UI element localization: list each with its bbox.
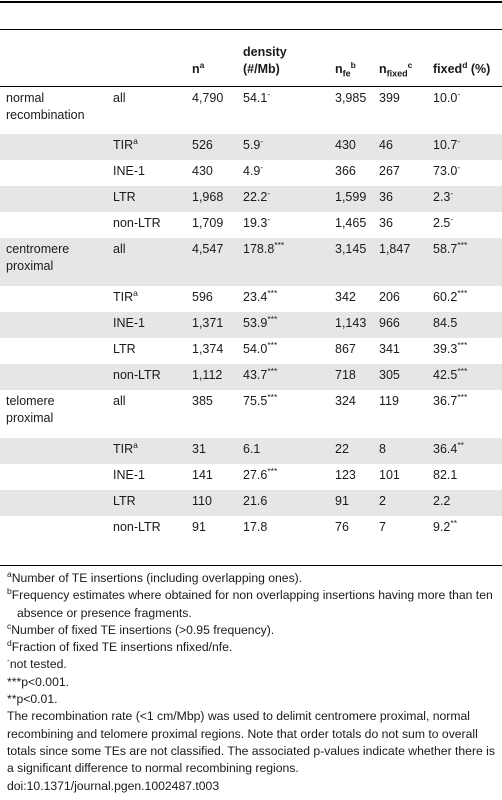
row-category: telomere proximal bbox=[6, 394, 55, 425]
footnote-p01: **p<0.01. bbox=[7, 692, 58, 707]
cell-nfixed: 305 bbox=[373, 364, 427, 390]
row-subclass: non-LTR bbox=[113, 520, 161, 534]
cell-density: 22.2- bbox=[237, 186, 329, 212]
table-row bbox=[0, 490, 502, 516]
table-row bbox=[0, 438, 502, 464]
footnote-c: $^c$Number of fixed TE insertions (>0.95 frequency). bbox=[7, 620, 275, 637]
cell-n: 31 bbox=[186, 438, 237, 464]
cell-density: 27.6*** bbox=[243, 465, 278, 482]
cell-density: 53.9*** bbox=[237, 312, 329, 338]
cell-n: 91 bbox=[192, 520, 206, 534]
cell-n: 141 bbox=[192, 468, 213, 482]
footnote-a: $^a$Number of TE insertions (including overlapping ones). bbox=[7, 568, 303, 585]
cell-nfe: 366 bbox=[335, 164, 356, 178]
row-subclass: non-LTR bbox=[113, 216, 161, 230]
cell-nfixed: 267 bbox=[379, 164, 400, 178]
footnote-p001: ***p<0.001. bbox=[7, 674, 70, 689]
cell-n: 1,112 bbox=[186, 364, 237, 390]
cell-n: 526 bbox=[186, 134, 237, 160]
cell-n: 1,709 bbox=[192, 216, 224, 230]
cell-n: 385 bbox=[192, 394, 213, 408]
cell-fixed: 36.7*** bbox=[433, 391, 468, 408]
table-body bbox=[0, 86, 502, 542]
cell-density: 54.1- bbox=[243, 88, 271, 105]
cell-n: 1,374 bbox=[192, 342, 224, 356]
row-category bbox=[0, 338, 107, 364]
cell-fixed: 42.5*** bbox=[427, 364, 502, 390]
cell-nfixed: 1,847 bbox=[373, 238, 427, 286]
row-category bbox=[0, 286, 107, 312]
cell-n: 110 bbox=[186, 490, 237, 516]
table-row bbox=[0, 238, 502, 286]
footnote-paragraph: The recombination rate (<1 cm/Mbp) was used to delimit centromere proximal, normal recombining and telomere proximal regions. Note that order totals do not sum to overall totals since some TEs are not classified. The associated p-values indicate whether there is a significant difference to normal recombining regions. bbox=[7, 709, 495, 776]
cell-nfixed: 2 bbox=[373, 490, 427, 516]
cell-fixed: 60.2*** bbox=[433, 287, 468, 304]
table-footnotes bbox=[7, 570, 499, 795]
table-row bbox=[0, 212, 502, 238]
row-subclass: all bbox=[113, 394, 126, 408]
header-nfe: $n_{fe}^b$ bbox=[335, 59, 356, 78]
cell-fixed: 39.3*** bbox=[433, 339, 468, 356]
cell-n: 4,547 bbox=[186, 238, 237, 286]
cell-nfe: 91 bbox=[329, 490, 373, 516]
table-row bbox=[0, 186, 502, 212]
cell-nfe: 3,145 bbox=[329, 238, 373, 286]
cell-n: 430 bbox=[192, 164, 213, 178]
cell-density: 43.7*** bbox=[237, 364, 329, 390]
te-insertion-table bbox=[0, 30, 502, 542]
cell-density: 54.0*** bbox=[243, 339, 278, 356]
table-caption-band bbox=[0, 3, 502, 29]
header-category bbox=[0, 30, 107, 86]
table-row bbox=[0, 286, 502, 312]
table-header bbox=[0, 30, 502, 86]
cell-nfe: 1,143 bbox=[329, 312, 373, 338]
row-subclass: LTR bbox=[107, 186, 186, 212]
row-category bbox=[0, 438, 107, 464]
cell-density: 178.8*** bbox=[237, 238, 329, 286]
table-row bbox=[0, 364, 502, 390]
cell-fixed: 9.2** bbox=[433, 517, 458, 534]
cell-nfe: 718 bbox=[329, 364, 373, 390]
cell-nfe: 867 bbox=[335, 342, 356, 356]
cell-fixed: 2.3- bbox=[427, 186, 502, 212]
row-subclass: non-LTR bbox=[107, 364, 186, 390]
cell-density: 6.1 bbox=[237, 438, 329, 464]
cell-density: 75.5*** bbox=[243, 391, 278, 408]
row-category bbox=[0, 464, 107, 490]
cell-n: 1,371 bbox=[186, 312, 237, 338]
table-row bbox=[0, 134, 502, 160]
cell-density: 19.3- bbox=[243, 213, 271, 230]
row-subclass: all bbox=[107, 238, 186, 286]
table-row bbox=[0, 390, 502, 438]
row-subclass: all bbox=[113, 90, 126, 105]
row-subclass: INE-1 bbox=[113, 468, 145, 482]
row-subclass: INE-1 bbox=[113, 164, 145, 178]
row-category bbox=[0, 186, 107, 212]
cell-nfixed: 341 bbox=[379, 342, 400, 356]
header-n: $n^a$ bbox=[192, 59, 205, 76]
cell-nfe: 430 bbox=[329, 134, 373, 160]
table-row bbox=[0, 464, 502, 490]
row-category bbox=[0, 364, 107, 390]
cell-nfe: 324 bbox=[335, 394, 356, 408]
cell-nfixed: 119 bbox=[379, 394, 399, 408]
row-category bbox=[0, 490, 107, 516]
cell-density: 21.6 bbox=[237, 490, 329, 516]
cell-density: 4.9- bbox=[243, 161, 264, 178]
cell-nfixed: 36 bbox=[373, 186, 427, 212]
cell-fixed: 2.5- bbox=[433, 213, 454, 230]
cell-fixed: 36.4** bbox=[427, 438, 502, 464]
cell-nfixed: 966 bbox=[373, 312, 427, 338]
row-subclass: TIR$^a$ bbox=[113, 287, 138, 304]
table-row bbox=[0, 516, 502, 542]
cell-fixed: 10.7- bbox=[427, 134, 502, 160]
cell-n: 596 bbox=[192, 290, 213, 304]
cell-nfe: 1,465 bbox=[335, 216, 367, 230]
row-category: normal recombination bbox=[6, 90, 85, 122]
cell-nfixed: 206 bbox=[379, 290, 400, 304]
table-row bbox=[0, 338, 502, 364]
footnote-not-tested: -not tested. bbox=[7, 655, 67, 672]
row-category bbox=[0, 160, 107, 186]
cell-density: 5.9- bbox=[237, 134, 329, 160]
table-bottom-rule bbox=[0, 565, 502, 566]
header-nfixed: $n_{fixed}^c$ bbox=[379, 59, 413, 78]
cell-fixed: 84.5 bbox=[427, 312, 502, 338]
cell-nfixed: 8 bbox=[373, 438, 427, 464]
table-row bbox=[0, 86, 502, 134]
cell-density: 17.8 bbox=[243, 520, 268, 534]
cell-fixed: 73.0- bbox=[433, 161, 461, 178]
row-category bbox=[0, 516, 107, 542]
header-fixed: fixed$^d$ (%) bbox=[433, 59, 491, 76]
cell-nfe: 342 bbox=[335, 290, 356, 304]
row-subclass: INE-1 bbox=[107, 312, 186, 338]
cell-nfe: 123 bbox=[335, 468, 356, 482]
cell-fixed: 2.2 bbox=[427, 490, 502, 516]
cell-fixed: 82.1 bbox=[433, 468, 458, 482]
cell-nfe: 76 bbox=[335, 520, 349, 534]
row-category: centromere proximal bbox=[0, 238, 107, 286]
cell-nfe: 22 bbox=[329, 438, 373, 464]
table-row bbox=[0, 160, 502, 186]
row-subclass: LTR bbox=[107, 490, 186, 516]
cell-nfixed: 399 bbox=[379, 90, 400, 105]
cell-nfixed: 36 bbox=[379, 216, 393, 230]
cell-nfe: 3,985 bbox=[335, 90, 367, 105]
footnote-b: $^b$Frequency estimates where obtained for non overlapping insertions having more than ten absence or presence fragments. bbox=[7, 586, 493, 620]
header-density: density (#/Mb) bbox=[243, 44, 287, 76]
header-row bbox=[0, 30, 502, 86]
cell-fixed: 58.7*** bbox=[427, 238, 502, 286]
cell-nfixed: 46 bbox=[373, 134, 427, 160]
row-category bbox=[0, 312, 107, 338]
cell-n: 1,968 bbox=[186, 186, 237, 212]
cell-n: 4,790 bbox=[192, 90, 224, 105]
row-subclass: TIR$^a$ bbox=[107, 438, 186, 464]
cell-density: 23.4*** bbox=[243, 287, 278, 304]
header-subclass bbox=[107, 30, 186, 86]
cell-nfixed: 101 bbox=[379, 468, 400, 482]
doi-link[interactable]: doi:10.1371/journal.pgen.1002487.t003 bbox=[7, 778, 220, 793]
table-row bbox=[0, 312, 502, 338]
row-subclass: TIR$^a$ bbox=[107, 134, 186, 160]
footnote-d: $^d$Fraction of fixed TE insertions nfixed/nfe. bbox=[7, 638, 233, 655]
cell-fixed: 10.0- bbox=[433, 88, 461, 105]
row-subclass: LTR bbox=[113, 342, 136, 356]
row-category bbox=[0, 134, 107, 160]
row-category bbox=[0, 212, 107, 238]
cell-nfe: 1,599 bbox=[329, 186, 373, 212]
cell-nfixed: 7 bbox=[379, 520, 386, 534]
